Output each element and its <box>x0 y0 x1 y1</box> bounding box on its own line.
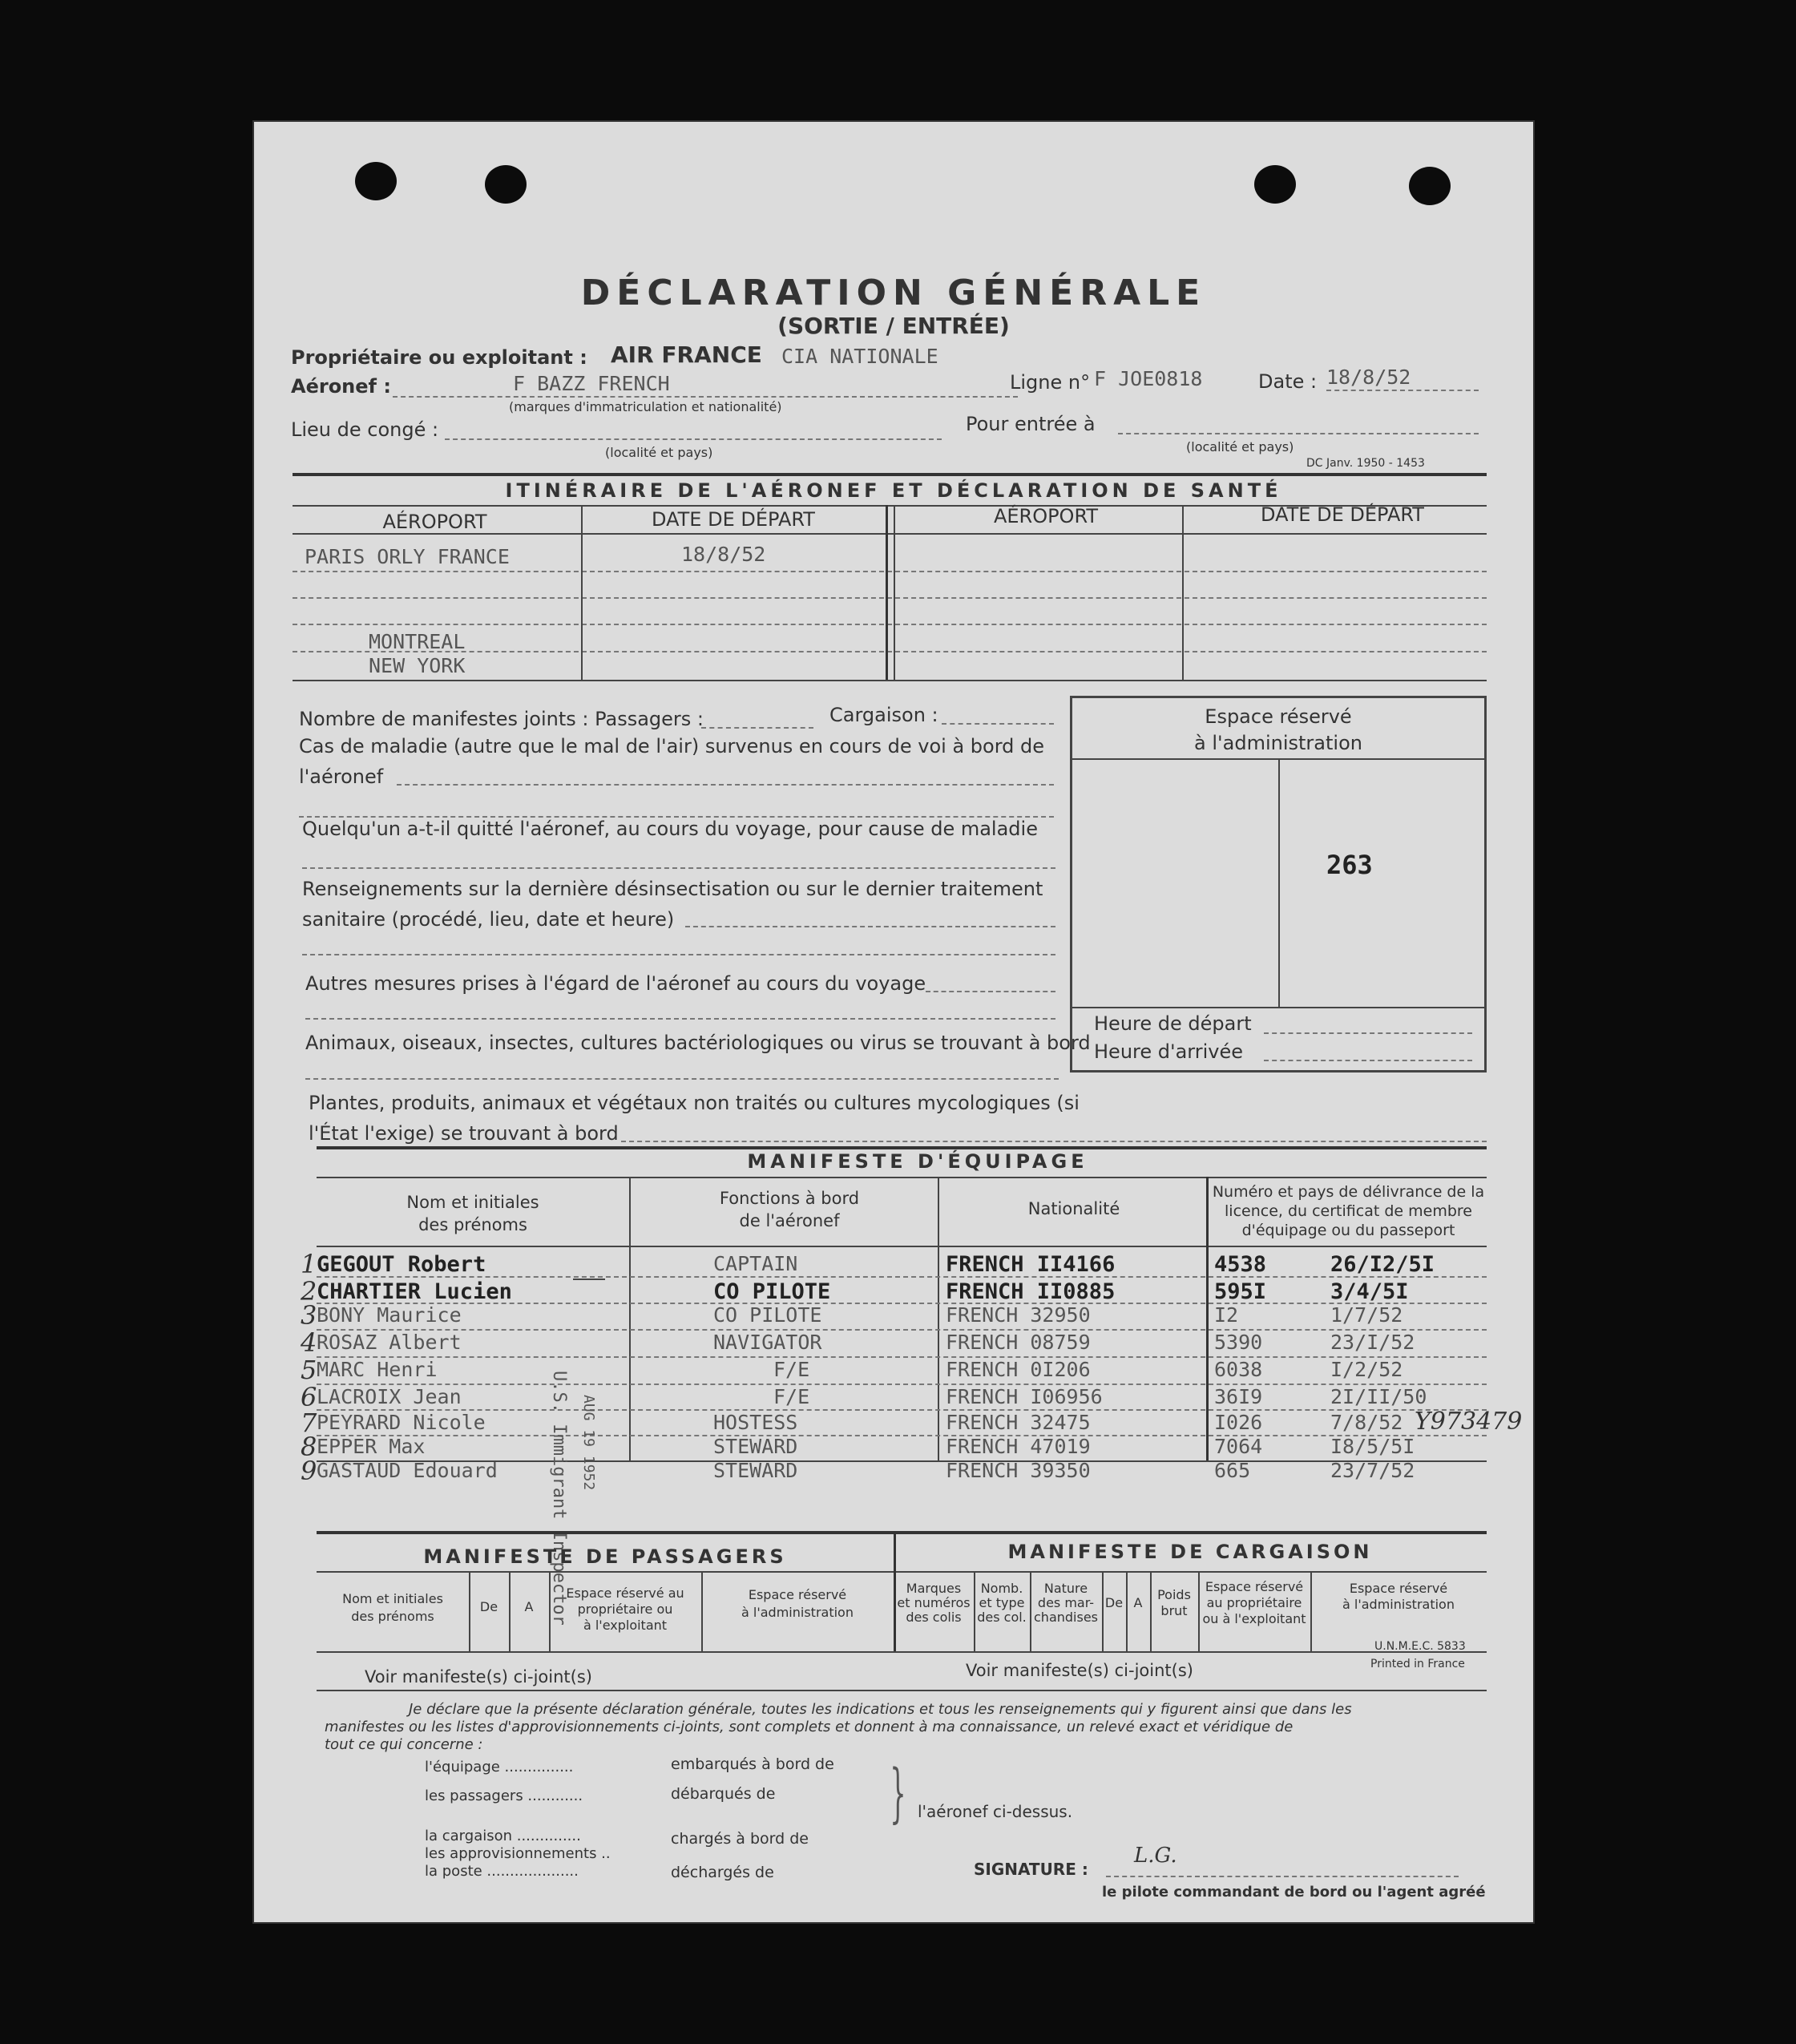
punch-hole <box>1409 167 1451 205</box>
pax-col-from: De <box>479 1599 498 1614</box>
crew-col-nationality: Nationalité <box>1027 1199 1120 1218</box>
q2: Quelqu'un a-t-il quitté l'aéronef, au cours du voyage, pour cause de maladie <box>302 818 1038 840</box>
crew-nationality: FRENCH 32475 <box>946 1411 1091 1434</box>
crew-col-name-1: Nom et initiales <box>406 1193 539 1212</box>
table-row <box>252 1355 1535 1385</box>
crew-col-license-3: d'équipage ou du passeport <box>1241 1222 1455 1239</box>
cargo-col-weight-2: brut <box>1160 1603 1188 1618</box>
itinerary-row1-date: 18/8/52 <box>681 543 766 566</box>
decl-embarked: embarqués à bord de <box>671 1755 834 1773</box>
crew-nationality: FRENCH 39350 <box>946 1459 1091 1482</box>
crew-nationality: FRENCH II4166 <box>946 1252 1116 1277</box>
cargo-col-nature-1: Nature <box>1043 1581 1088 1596</box>
departure-place-note: (localité et pays) <box>605 445 713 460</box>
crew-nationality: FRENCH 0I206 <box>946 1358 1091 1381</box>
pax-col-owner-3: à l'exploitant <box>583 1618 668 1633</box>
owner-label: Propriétaire ou exploitant : <box>291 346 587 369</box>
entry-label: Pour entrée à <box>966 413 1096 435</box>
cargo-col-owner-3: ou à l'exploitant <box>1202 1611 1306 1626</box>
pax-col-admin-2: à l'administration <box>741 1605 854 1620</box>
itinerary-title: ITINÉRAIRE DE L'AÉRONEF ET DÉCLARATION DE SANTÉ <box>505 479 1282 502</box>
crew-function: HOSTESS <box>713 1411 798 1434</box>
handwritten-number: Y973479 <box>1415 1408 1523 1436</box>
crew-row-num: 7 <box>301 1408 317 1438</box>
table-row <box>252 1382 1535 1412</box>
crew-license: 5390 <box>1214 1331 1263 1354</box>
table-row <box>252 1456 1535 1486</box>
q1-line2: l'aéronef <box>299 765 384 788</box>
line-value: F JOE0818 <box>1094 367 1203 390</box>
crew-name: GEGOUT Robert <box>317 1252 486 1277</box>
q1-line1: Cas de maladie (autre que le mal de l'air) survenus en cours de voi à bord de <box>299 735 1044 757</box>
cargo-col-owner-1: Espace réservé <box>1205 1579 1304 1594</box>
manifests-label: Nombre de manifestes joints : Passagers : <box>299 708 704 730</box>
declaration-line3: tout ce qui concerne : <box>325 1736 483 1753</box>
stamp-date-text: AUG 19 1952 <box>580 1395 597 1491</box>
q6-line1: Plantes, produits, animaux et végétaux non traités ou cultures mycologiques (si <box>309 1092 1080 1114</box>
crew-name: EPPER Max <box>317 1435 426 1458</box>
cargo-title: MANIFESTE DE CARGAISON <box>1007 1541 1373 1563</box>
crew-col-license-1: Numéro et pays de délivrance de la <box>1212 1183 1485 1201</box>
form-sheet <box>252 120 1535 1924</box>
col-departure-date-2: DATE DE DÉPART <box>1261 503 1424 526</box>
crew-name: CHARTIER Lucien <box>317 1279 512 1304</box>
crew-name: ROSAZ Albert <box>317 1331 462 1354</box>
pax-col-admin-1: Espace réservé <box>748 1587 847 1602</box>
pax-col-name-1: Nom et initiales <box>342 1591 443 1606</box>
decl-disembarked: débarqués de <box>671 1785 776 1803</box>
itinerary-row1-airport: PARIS ORLY FRANCE <box>305 545 510 568</box>
crew-nationality: FRENCH 47019 <box>946 1435 1091 1458</box>
crew-nationality: FRENCH II0885 <box>946 1279 1116 1304</box>
signature-value: L.G. <box>1134 1844 1177 1868</box>
q4: Autres mesures prises à l'égard de l'aéronef au cours du voyage <box>305 972 926 995</box>
q3-line2: sanitaire (procédé, lieu, date et heure) <box>302 908 675 931</box>
owner-typed: CIA NATIONALE <box>781 345 938 368</box>
crew-function: CAPTAIN <box>713 1252 798 1275</box>
cargo-col-admin-2: à l'administration <box>1342 1597 1455 1612</box>
crew-function: CO PILOTE <box>713 1303 822 1327</box>
form-ref: U.N.M.E.C. 5833 <box>1374 1640 1466 1653</box>
entry-note: (localité et pays) <box>1186 439 1294 454</box>
q5: Animaux, oiseaux, insectes, cultures bactériologiques ou virus se trouvant à bord <box>305 1032 1091 1054</box>
cargo-col-count-1: Nomb. <box>980 1581 1023 1596</box>
col-departure-date: DATE DE DÉPART <box>652 508 815 531</box>
decl-unloaded: déchargés de <box>671 1864 774 1881</box>
date-label: Date : <box>1258 370 1318 393</box>
crew-license-date: 26/I2/5I <box>1330 1252 1435 1277</box>
crew-name: GASTAUD Edouard <box>317 1459 498 1482</box>
crew-license: 4538 <box>1214 1252 1267 1277</box>
crew-nationality: FRENCH 08759 <box>946 1331 1091 1354</box>
col-airport-2: AÉROPORT <box>993 505 1099 527</box>
form-subtitle: (SORTIE / ENTRÉE) <box>777 313 1010 339</box>
crew-function: CO PILOTE <box>713 1279 831 1304</box>
cargo-col-owner-2: au propriétaire <box>1206 1595 1302 1610</box>
cargo-col-admin-1: Espace réservé <box>1349 1581 1448 1596</box>
departure-place-label: Lieu de congé : <box>291 418 439 441</box>
col-airport: AÉROPORT <box>382 511 487 533</box>
crew-function: STEWARD <box>713 1435 798 1458</box>
cargo-see-manifest: Voir manifeste(s) ci-joint(s) <box>966 1661 1193 1680</box>
crew-license-date: 2I/II/50 <box>1330 1385 1427 1408</box>
decl-loaded: chargés à bord de <box>671 1830 809 1848</box>
table-row <box>252 1249 1535 1279</box>
cargo-col-count-2: et type <box>979 1595 1025 1610</box>
cargo-col-nature-3: chandises <box>1034 1610 1098 1625</box>
pax-col-owner-1: Espace réservé au <box>566 1586 684 1601</box>
line-label: Ligne n° <box>1010 371 1091 394</box>
crew-function: NAVIGATOR <box>713 1331 822 1354</box>
crew-nationality: FRENCH I06956 <box>946 1385 1103 1408</box>
stamp-date <box>580 1395 597 1490</box>
decl-crew: l'équipage ............... <box>425 1759 574 1775</box>
crew-row-num: 2 <box>301 1276 317 1307</box>
crew-license: 595I <box>1214 1279 1267 1304</box>
crew-col-license-2: licence, du certificat de membre <box>1225 1202 1472 1220</box>
cargo-label: Cargaison : <box>829 704 938 726</box>
crew-license-date: 23/7/52 <box>1330 1459 1415 1482</box>
decl-supplies: les approvisionnements .. <box>425 1845 611 1862</box>
punch-hole <box>485 165 527 204</box>
crew-license: 6038 <box>1214 1358 1263 1381</box>
cargo-col-marks-2: et numéros <box>897 1595 971 1610</box>
aircraft-value: F BAZZ FRENCH <box>513 372 670 395</box>
decl-mail: la poste .................... <box>425 1863 579 1880</box>
crew-name: PEYRARD Nicole <box>317 1411 486 1434</box>
crew-license: I026 <box>1214 1411 1263 1434</box>
q6-line2: l'État l'exige) se trouvant à bord <box>309 1122 619 1145</box>
itinerary-row4-airport: NEW YORK <box>369 654 466 677</box>
crew-license-date: I8/5/5I <box>1330 1435 1415 1458</box>
decl-cargo: la cargaison .............. <box>425 1828 581 1844</box>
table-row <box>252 1432 1535 1462</box>
passengers-title: MANIFESTE DE PASSAGERS <box>423 1545 787 1568</box>
departure-time-label: Heure de départ <box>1094 1012 1252 1035</box>
declaration-line1: Je déclare que la présente déclaration générale, toutes les indications et tous les renseignements qui y figurent ainsi que dans les <box>409 1701 1352 1718</box>
crew-row-num: 1 <box>301 1249 317 1279</box>
brace: } <box>890 1755 906 1830</box>
crew-license-date: 7/8/52 <box>1330 1411 1403 1434</box>
crew-title: MANIFESTE D'ÉQUIPAGE <box>747 1150 1088 1173</box>
cargo-col-from: De <box>1104 1595 1124 1610</box>
decl-passengers: les passagers ............ <box>425 1787 583 1804</box>
stamp-text: U.S. Immigrant Inspector <box>549 1371 569 1626</box>
crew-row-num: 5 <box>301 1355 317 1385</box>
form-code: DC Janv. 1950 - 1453 <box>1306 457 1425 470</box>
cargo-col-marks-1: Marques <box>906 1581 962 1596</box>
cargo-col-marks-3: des colis <box>906 1610 962 1625</box>
table-row <box>252 1408 1535 1438</box>
crew-name: LACROIX Jean <box>317 1385 462 1408</box>
form-title: DÉCLARATION GÉNÉRALE <box>580 273 1207 313</box>
cargo-col-to: A <box>1133 1595 1143 1610</box>
crew-col-function-2: de l'aéronef <box>739 1211 840 1230</box>
decl-aircraft-above: l'aéronef ci-dessus. <box>918 1802 1073 1821</box>
pax-col-name-2: des prénoms <box>351 1609 434 1624</box>
cargo-col-count-3: des col. <box>977 1610 1027 1625</box>
punch-hole <box>355 162 397 200</box>
crew-row-num: 3 <box>301 1300 317 1331</box>
crew-nationality: FRENCH 32950 <box>946 1303 1091 1327</box>
crew-function: F/E <box>773 1385 810 1408</box>
q3-line1: Renseignements sur la dernière désinsectisation ou sur le dernier traitement <box>302 878 1043 900</box>
owner-value: AIR FRANCE <box>611 341 762 368</box>
crew-row-num: 9 <box>301 1456 317 1486</box>
crew-col-name-2: des prénoms <box>418 1215 527 1234</box>
crew-row-num: 6 <box>301 1382 317 1412</box>
table-row <box>252 1327 1535 1358</box>
table-row <box>252 1300 1535 1331</box>
aircraft-label: Aéronef : <box>291 375 391 398</box>
crew-name: BONY Maurice <box>317 1303 462 1327</box>
date-value: 18/8/52 <box>1326 366 1411 389</box>
crew-license: 36I9 <box>1214 1385 1263 1408</box>
admin-title-2: à l'administration <box>1194 732 1362 754</box>
pax-col-to: A <box>524 1599 534 1614</box>
signature-label: SIGNATURE : <box>974 1860 1088 1879</box>
crew-license: I2 <box>1214 1303 1239 1327</box>
crew-function: STEWARD <box>713 1459 798 1482</box>
crew-col-function-1: Fonctions à bord <box>719 1189 860 1208</box>
pax-see-manifest: Voir manifeste(s) ci-joint(s) <box>365 1667 592 1687</box>
punch-hole <box>1254 165 1296 204</box>
crew-row-num: 8 <box>301 1432 317 1462</box>
admin-title-1: Espace réservé <box>1205 705 1352 728</box>
crew-row-num: 4 <box>301 1327 317 1358</box>
signature-note: le pilote commandant de bord ou l'agent agréé <box>1102 1884 1486 1901</box>
crew-license-date: 23/I/52 <box>1330 1331 1415 1354</box>
crew-license: 7064 <box>1214 1435 1263 1458</box>
crew-license-date: 3/4/5I <box>1330 1279 1409 1304</box>
crew-function: F/E <box>773 1358 810 1381</box>
cargo-col-weight-1: Poids <box>1157 1587 1191 1602</box>
declaration-line2: manifestes ou les listes d'approvisionnements ci-joints, sont complets et donnent à ma connaissance, un relevé exact et véridique de <box>325 1719 1294 1735</box>
crew-name: MARC Henri <box>317 1358 438 1381</box>
printed-in-france: Printed in France <box>1370 1658 1465 1670</box>
crew-license: 665 <box>1214 1459 1251 1482</box>
pax-col-owner-2: propriétaire ou <box>577 1602 673 1617</box>
aircraft-note: (marques d'immatriculation et nationalité) <box>509 399 782 414</box>
admin-number: 263 <box>1326 850 1373 880</box>
arrival-time-label: Heure d'arrivée <box>1094 1040 1244 1063</box>
itinerary-row3-airport: MONTREAL <box>369 630 466 653</box>
crew-license-date: 1/7/52 <box>1330 1303 1403 1327</box>
cargo-col-nature-2: des mar- <box>1037 1595 1095 1610</box>
crew-license-date: I/2/52 <box>1330 1358 1403 1381</box>
